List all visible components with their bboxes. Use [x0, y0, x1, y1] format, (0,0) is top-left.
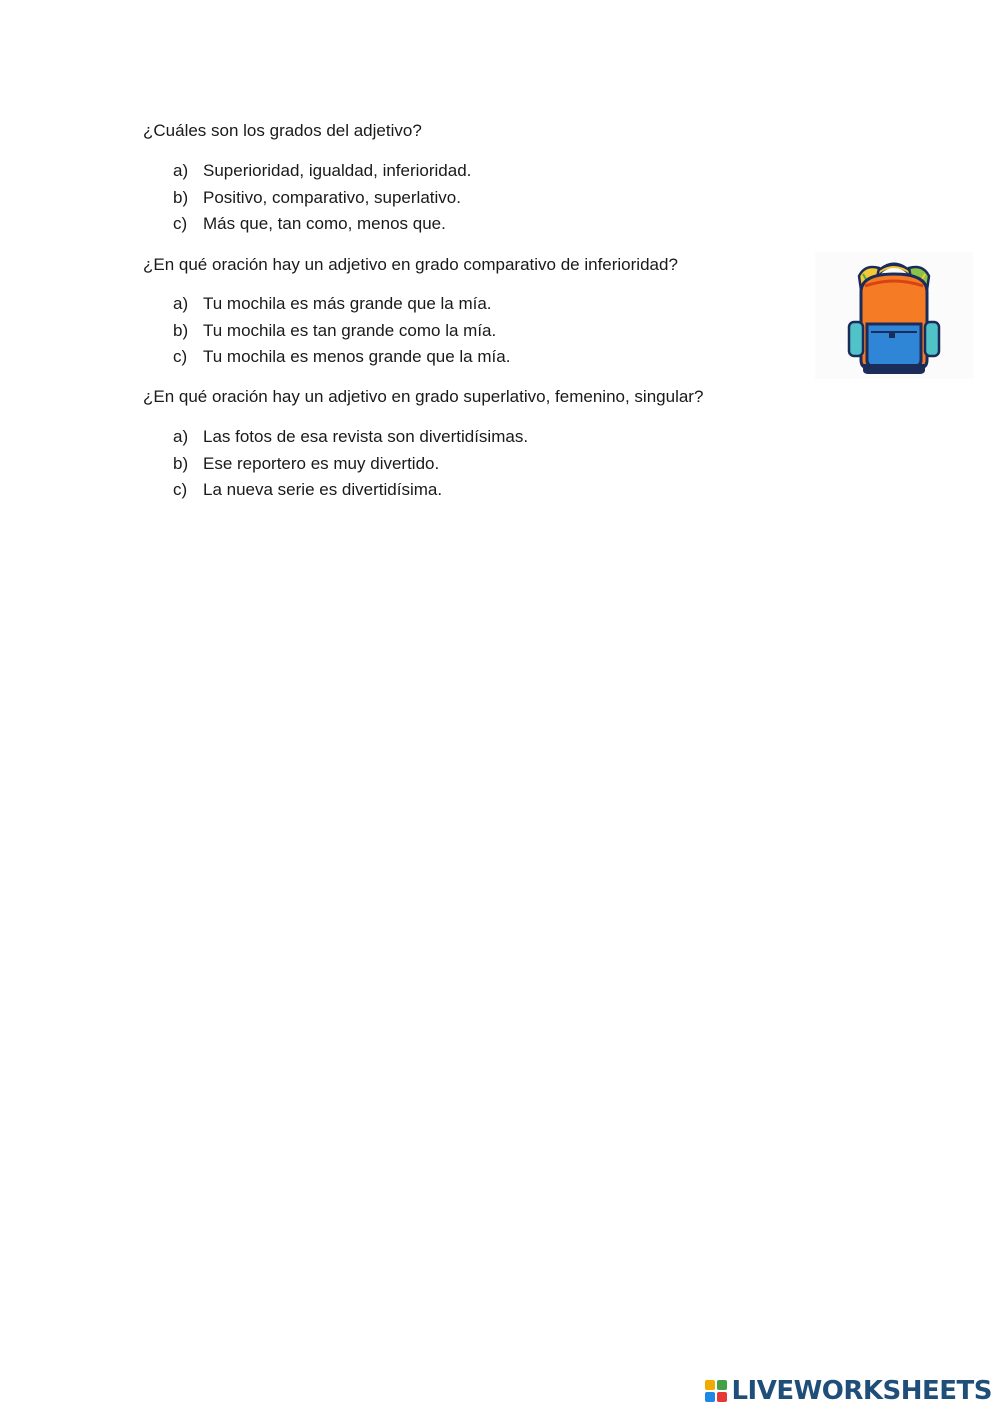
option-letter: b)	[173, 320, 189, 340]
option-text: Tu mochila es más grande que la mía.	[203, 294, 492, 313]
liveworksheets-logo[interactable]	[705, 1375, 992, 1407]
question-1-option-a[interactable]	[173, 158, 471, 185]
option-letter: a)	[173, 427, 189, 446]
option-text: Tu mochila es tan grande como la mía.	[203, 320, 497, 340]
option-text: Positivo, comparativo, superlativo.	[203, 187, 461, 207]
option-text: Las fotos de esa revista son divertidísimas.	[203, 427, 529, 446]
question-2-option-b[interactable]	[173, 318, 510, 345]
option-text: Superioridad, igualdad, inferioridad.	[203, 161, 472, 180]
question-1-option-c[interactable]	[173, 211, 471, 238]
question-3-option-c[interactable]	[173, 477, 528, 504]
logo-square	[717, 1380, 727, 1390]
logo-squares-icon	[705, 1380, 727, 1402]
option-letter: c)	[173, 214, 188, 233]
option-text: La nueva serie es divertidísima.	[203, 480, 443, 499]
logo-square	[705, 1392, 715, 1402]
option-letter: a)	[173, 161, 189, 180]
option-letter: b)	[173, 187, 189, 207]
option-letter: b)	[173, 453, 189, 473]
option-text: Más que, tan como, menos que.	[203, 214, 446, 233]
question-1: ¿Cuáles son los grados del adjetivo?	[143, 121, 422, 140]
logo-square	[717, 1392, 727, 1402]
question-2-options	[173, 291, 510, 371]
backpack-icon	[815, 252, 973, 379]
option-letter: a)	[173, 294, 189, 313]
question-2-option-a[interactable]	[173, 291, 510, 318]
option-text: Ese reportero es muy divertido.	[203, 453, 440, 473]
question-2: ¿En qué oración hay un adjetivo en grado comparativo de inferioridad?	[143, 255, 678, 274]
option-letter: c)	[173, 480, 188, 499]
logo-square	[705, 1380, 715, 1390]
question-2-option-c[interactable]	[173, 344, 510, 371]
question-1-options	[173, 158, 471, 238]
question-1-option-b[interactable]	[173, 185, 471, 212]
option-text: Tu mochila es menos grande que la mía.	[203, 347, 511, 366]
question-3-option-b[interactable]	[173, 451, 528, 478]
backpack-illustration	[815, 252, 973, 379]
logo-text: LIVEWORKSHEETS	[731, 1376, 992, 1406]
option-letter: c)	[173, 347, 188, 366]
question-3-option-a[interactable]	[173, 424, 528, 451]
question-3: ¿En qué oración hay un adjetivo en grado superlativo, femenino, singular?	[143, 387, 704, 406]
question-3-options	[173, 424, 528, 504]
